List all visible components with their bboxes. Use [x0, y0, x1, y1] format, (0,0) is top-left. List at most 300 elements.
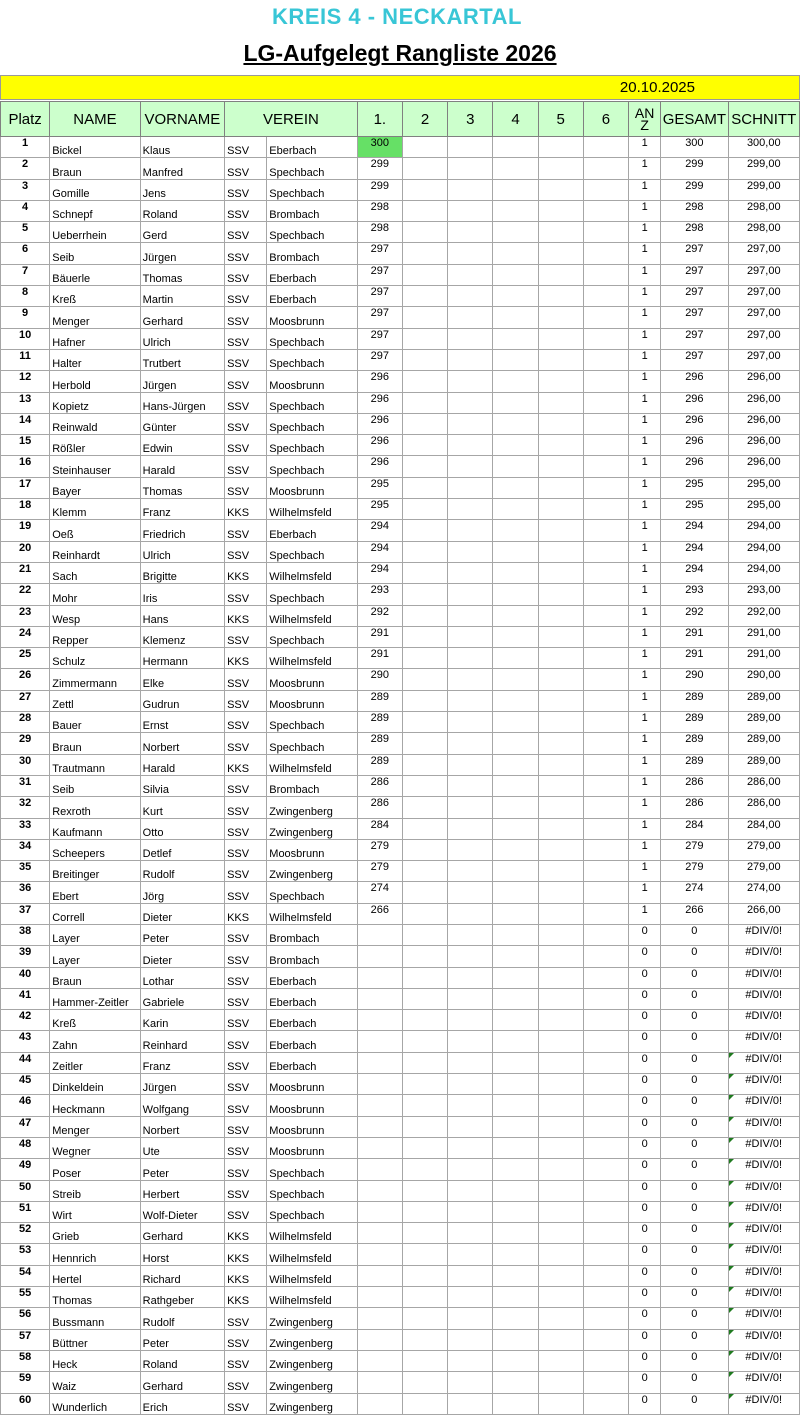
cell-serie-5[interactable]: [538, 541, 583, 562]
cell-schnitt[interactable]: #DIV/0!: [728, 1031, 799, 1052]
cell-vorname[interactable]: Günter: [140, 413, 224, 434]
cell-name[interactable]: Hennrich: [50, 1244, 140, 1265]
cell-serie-4[interactable]: [493, 1116, 538, 1137]
cell-anz[interactable]: 1: [629, 349, 661, 370]
cell-serie-4[interactable]: [493, 1350, 538, 1371]
cell-serie-3[interactable]: [448, 1265, 493, 1286]
cell-serie-6[interactable]: [583, 861, 628, 882]
cell-platz[interactable]: 25: [1, 648, 50, 669]
cell-serie-5[interactable]: [538, 1010, 583, 1031]
cell-ort[interactable]: Wilhelmsfeld: [267, 903, 357, 924]
cell-verein[interactable]: SSV: [225, 882, 267, 903]
cell-anz[interactable]: 1: [629, 477, 661, 498]
cell-gesamt[interactable]: 0: [661, 1116, 728, 1137]
cell-serie-5[interactable]: [538, 1201, 583, 1222]
cell-schnitt[interactable]: #DIV/0!: [728, 1201, 799, 1222]
cell-serie-1[interactable]: [357, 1116, 402, 1137]
cell-gesamt[interactable]: 266: [661, 903, 728, 924]
cell-schnitt[interactable]: 279,00: [728, 861, 799, 882]
cell-serie-2[interactable]: [402, 1010, 447, 1031]
cell-name[interactable]: Braun: [50, 158, 140, 179]
cell-serie-2[interactable]: [402, 541, 447, 562]
cell-serie-5[interactable]: [538, 371, 583, 392]
cell-serie-4[interactable]: [493, 1329, 538, 1350]
cell-verein[interactable]: SSV: [225, 435, 267, 456]
cell-serie-2[interactable]: [402, 1116, 447, 1137]
cell-name[interactable]: Sach: [50, 562, 140, 583]
cell-vorname[interactable]: Peter: [140, 1159, 224, 1180]
cell-anz[interactable]: 0: [629, 1095, 661, 1116]
cell-anz[interactable]: 1: [629, 797, 661, 818]
cell-serie-1[interactable]: 295: [357, 477, 402, 498]
cell-name[interactable]: Layer: [50, 924, 140, 945]
cell-serie-1[interactable]: 296: [357, 435, 402, 456]
cell-vorname[interactable]: Erich: [140, 1393, 224, 1414]
cell-serie-5[interactable]: [538, 605, 583, 626]
cell-platz[interactable]: 42: [1, 1010, 50, 1031]
cell-serie-1[interactable]: [357, 1372, 402, 1393]
cell-schnitt[interactable]: 293,00: [728, 584, 799, 605]
cell-anz[interactable]: 1: [629, 286, 661, 307]
cell-name[interactable]: Herbold: [50, 371, 140, 392]
cell-vorname[interactable]: Brigitte: [140, 562, 224, 583]
cell-gesamt[interactable]: 0: [661, 967, 728, 988]
cell-vorname[interactable]: Gerd: [140, 222, 224, 243]
cell-serie-3[interactable]: [448, 669, 493, 690]
cell-ort[interactable]: Spechbach: [267, 158, 357, 179]
cell-gesamt[interactable]: 298: [661, 222, 728, 243]
cell-serie-1[interactable]: 294: [357, 541, 402, 562]
cell-verein[interactable]: SSV: [225, 1074, 267, 1095]
cell-schnitt[interactable]: 295,00: [728, 477, 799, 498]
cell-platz[interactable]: 50: [1, 1180, 50, 1201]
cell-name[interactable]: Streib: [50, 1180, 140, 1201]
cell-serie-1[interactable]: [357, 1265, 402, 1286]
cell-ort[interactable]: Moosbrunn: [267, 477, 357, 498]
cell-anz[interactable]: 0: [629, 924, 661, 945]
cell-gesamt[interactable]: 294: [661, 562, 728, 583]
cell-serie-2[interactable]: [402, 1201, 447, 1222]
cell-serie-6[interactable]: [583, 328, 628, 349]
cell-serie-3[interactable]: [448, 1201, 493, 1222]
cell-serie-6[interactable]: [583, 158, 628, 179]
cell-verein[interactable]: SSV: [225, 1031, 267, 1052]
cell-vorname[interactable]: Rathgeber: [140, 1287, 224, 1308]
cell-serie-6[interactable]: [583, 264, 628, 285]
cell-platz[interactable]: 47: [1, 1116, 50, 1137]
cell-serie-2[interactable]: [402, 307, 447, 328]
cell-serie-6[interactable]: [583, 520, 628, 541]
cell-serie-2[interactable]: [402, 818, 447, 839]
cell-serie-1[interactable]: [357, 924, 402, 945]
cell-serie-6[interactable]: [583, 371, 628, 392]
cell-serie-5[interactable]: [538, 1159, 583, 1180]
cell-serie-4[interactable]: [493, 137, 538, 158]
cell-anz[interactable]: 1: [629, 584, 661, 605]
cell-platz[interactable]: 24: [1, 626, 50, 647]
cell-platz[interactable]: 59: [1, 1372, 50, 1393]
cell-serie-1[interactable]: [357, 1308, 402, 1329]
cell-serie-2[interactable]: [402, 222, 447, 243]
cell-serie-4[interactable]: [493, 328, 538, 349]
cell-serie-2[interactable]: [402, 903, 447, 924]
cell-verein[interactable]: SSV: [225, 712, 267, 733]
cell-schnitt[interactable]: 296,00: [728, 413, 799, 434]
cell-serie-3[interactable]: [448, 648, 493, 669]
cell-serie-5[interactable]: [538, 733, 583, 754]
cell-ort[interactable]: Spechbach: [267, 435, 357, 456]
cell-serie-2[interactable]: [402, 1372, 447, 1393]
cell-schnitt[interactable]: 297,00: [728, 286, 799, 307]
cell-serie-1[interactable]: [357, 1350, 402, 1371]
cell-gesamt[interactable]: 289: [661, 733, 728, 754]
cell-gesamt[interactable]: 0: [661, 1031, 728, 1052]
cell-serie-3[interactable]: [448, 392, 493, 413]
cell-serie-6[interactable]: [583, 1201, 628, 1222]
cell-verein[interactable]: KKS: [225, 562, 267, 583]
cell-serie-4[interactable]: [493, 861, 538, 882]
cell-gesamt[interactable]: 0: [661, 1180, 728, 1201]
cell-platz[interactable]: 23: [1, 605, 50, 626]
cell-serie-6[interactable]: [583, 1159, 628, 1180]
cell-vorname[interactable]: Karin: [140, 1010, 224, 1031]
cell-name[interactable]: Braun: [50, 967, 140, 988]
cell-serie-1[interactable]: 286: [357, 775, 402, 796]
cell-schnitt[interactable]: 294,00: [728, 520, 799, 541]
cell-anz[interactable]: 1: [629, 648, 661, 669]
cell-serie-5[interactable]: [538, 924, 583, 945]
cell-platz[interactable]: 32: [1, 797, 50, 818]
cell-serie-2[interactable]: [402, 1244, 447, 1265]
cell-gesamt[interactable]: 289: [661, 690, 728, 711]
cell-serie-4[interactable]: [493, 456, 538, 477]
cell-platz[interactable]: 49: [1, 1159, 50, 1180]
cell-serie-6[interactable]: [583, 839, 628, 860]
cell-gesamt[interactable]: 279: [661, 861, 728, 882]
cell-verein[interactable]: SSV: [225, 797, 267, 818]
cell-gesamt[interactable]: 0: [661, 1137, 728, 1158]
cell-verein[interactable]: SSV: [225, 1201, 267, 1222]
cell-serie-6[interactable]: [583, 222, 628, 243]
cell-platz[interactable]: 12: [1, 371, 50, 392]
cell-anz[interactable]: 1: [629, 605, 661, 626]
cell-serie-2[interactable]: [402, 733, 447, 754]
cell-serie-2[interactable]: [402, 1159, 447, 1180]
cell-vorname[interactable]: Friedrich: [140, 520, 224, 541]
cell-serie-4[interactable]: [493, 392, 538, 413]
cell-schnitt[interactable]: 266,00: [728, 903, 799, 924]
cell-schnitt[interactable]: 289,00: [728, 712, 799, 733]
cell-serie-4[interactable]: [493, 967, 538, 988]
cell-serie-3[interactable]: [448, 137, 493, 158]
cell-serie-5[interactable]: [538, 775, 583, 796]
cell-serie-6[interactable]: [583, 1265, 628, 1286]
cell-serie-1[interactable]: 289: [357, 690, 402, 711]
cell-name[interactable]: Klemm: [50, 499, 140, 520]
cell-serie-4[interactable]: [493, 1265, 538, 1286]
cell-verein[interactable]: SSV: [225, 946, 267, 967]
cell-ort[interactable]: Wilhelmsfeld: [267, 605, 357, 626]
cell-vorname[interactable]: Klemenz: [140, 626, 224, 647]
cell-name[interactable]: Gomille: [50, 179, 140, 200]
cell-serie-2[interactable]: [402, 1308, 447, 1329]
cell-platz[interactable]: 56: [1, 1308, 50, 1329]
cell-schnitt[interactable]: 294,00: [728, 562, 799, 583]
cell-name[interactable]: Menger: [50, 307, 140, 328]
cell-serie-4[interactable]: [493, 413, 538, 434]
cell-schnitt[interactable]: 294,00: [728, 541, 799, 562]
cell-gesamt[interactable]: 0: [661, 1393, 728, 1414]
cell-gesamt[interactable]: 297: [661, 286, 728, 307]
cell-serie-1[interactable]: 296: [357, 456, 402, 477]
cell-ort[interactable]: Zwingenberg: [267, 1329, 357, 1350]
cell-serie-6[interactable]: [583, 243, 628, 264]
cell-ort[interactable]: Wilhelmsfeld: [267, 562, 357, 583]
cell-schnitt[interactable]: #DIV/0!: [728, 1052, 799, 1073]
cell-anz[interactable]: 1: [629, 861, 661, 882]
cell-serie-2[interactable]: [402, 1223, 447, 1244]
cell-serie-4[interactable]: [493, 499, 538, 520]
cell-verein[interactable]: SSV: [225, 243, 267, 264]
cell-platz[interactable]: 21: [1, 562, 50, 583]
cell-gesamt[interactable]: 0: [661, 1372, 728, 1393]
cell-serie-2[interactable]: [402, 392, 447, 413]
cell-serie-4[interactable]: [493, 371, 538, 392]
cell-serie-1[interactable]: [357, 1095, 402, 1116]
cell-serie-2[interactable]: [402, 1287, 447, 1308]
cell-ort[interactable]: Spechbach: [267, 626, 357, 647]
cell-serie-1[interactable]: [357, 1180, 402, 1201]
cell-verein[interactable]: SSV: [225, 413, 267, 434]
cell-platz[interactable]: 28: [1, 712, 50, 733]
cell-serie-4[interactable]: [493, 1372, 538, 1393]
cell-platz[interactable]: 39: [1, 946, 50, 967]
cell-ort[interactable]: Spechbach: [267, 1180, 357, 1201]
cell-serie-4[interactable]: [493, 988, 538, 1009]
cell-gesamt[interactable]: 289: [661, 754, 728, 775]
header-verein[interactable]: VEREIN: [225, 102, 358, 137]
cell-name[interactable]: Repper: [50, 626, 140, 647]
cell-platz[interactable]: 7: [1, 264, 50, 285]
cell-verein[interactable]: SSV: [225, 1159, 267, 1180]
cell-vorname[interactable]: Jürgen: [140, 1074, 224, 1095]
cell-anz[interactable]: 1: [629, 712, 661, 733]
cell-serie-3[interactable]: [448, 1031, 493, 1052]
cell-verein[interactable]: SSV: [225, 1095, 267, 1116]
cell-serie-3[interactable]: [448, 626, 493, 647]
cell-vorname[interactable]: Lothar: [140, 967, 224, 988]
cell-serie-5[interactable]: [538, 882, 583, 903]
cell-verein[interactable]: SSV: [225, 584, 267, 605]
cell-serie-1[interactable]: 289: [357, 754, 402, 775]
cell-serie-6[interactable]: [583, 477, 628, 498]
cell-anz[interactable]: 0: [629, 967, 661, 988]
cell-gesamt[interactable]: 0: [661, 1052, 728, 1073]
cell-schnitt[interactable]: #DIV/0!: [728, 1287, 799, 1308]
cell-serie-2[interactable]: [402, 839, 447, 860]
cell-serie-5[interactable]: [538, 499, 583, 520]
cell-serie-4[interactable]: [493, 797, 538, 818]
cell-name[interactable]: Schulz: [50, 648, 140, 669]
cell-serie-1[interactable]: [357, 1393, 402, 1414]
cell-gesamt[interactable]: 297: [661, 349, 728, 370]
cell-serie-2[interactable]: [402, 1393, 447, 1414]
cell-schnitt[interactable]: 297,00: [728, 349, 799, 370]
cell-verein[interactable]: SSV: [225, 1052, 267, 1073]
cell-serie-3[interactable]: [448, 158, 493, 179]
cell-serie-6[interactable]: [583, 435, 628, 456]
cell-serie-2[interactable]: [402, 286, 447, 307]
cell-serie-5[interactable]: [538, 626, 583, 647]
cell-serie-4[interactable]: [493, 605, 538, 626]
cell-vorname[interactable]: Edwin: [140, 435, 224, 456]
cell-platz[interactable]: 44: [1, 1052, 50, 1073]
cell-serie-5[interactable]: [538, 946, 583, 967]
cell-serie-4[interactable]: [493, 307, 538, 328]
cell-serie-2[interactable]: [402, 626, 447, 647]
cell-serie-3[interactable]: [448, 222, 493, 243]
cell-ort[interactable]: Zwingenberg: [267, 1372, 357, 1393]
cell-name[interactable]: Reinhardt: [50, 541, 140, 562]
cell-serie-6[interactable]: [583, 456, 628, 477]
cell-ort[interactable]: Zwingenberg: [267, 797, 357, 818]
cell-serie-6[interactable]: [583, 1010, 628, 1031]
cell-serie-5[interactable]: [538, 435, 583, 456]
cell-serie-4[interactable]: [493, 712, 538, 733]
cell-serie-6[interactable]: [583, 1137, 628, 1158]
cell-verein[interactable]: KKS: [225, 499, 267, 520]
cell-name[interactable]: Wunderlich: [50, 1393, 140, 1414]
cell-verein[interactable]: SSV: [225, 1329, 267, 1350]
cell-verein[interactable]: KKS: [225, 605, 267, 626]
cell-name[interactable]: Bayer: [50, 477, 140, 498]
cell-ort[interactable]: Eberbach: [267, 1052, 357, 1073]
cell-anz[interactable]: 1: [629, 307, 661, 328]
cell-platz[interactable]: 55: [1, 1287, 50, 1308]
cell-gesamt[interactable]: 284: [661, 818, 728, 839]
cell-gesamt[interactable]: 289: [661, 712, 728, 733]
cell-platz[interactable]: 45: [1, 1074, 50, 1095]
cell-gesamt[interactable]: 291: [661, 626, 728, 647]
cell-serie-6[interactable]: [583, 626, 628, 647]
cell-serie-1[interactable]: 297: [357, 307, 402, 328]
cell-name[interactable]: Ebert: [50, 882, 140, 903]
cell-verein[interactable]: SSV: [225, 1137, 267, 1158]
cell-serie-2[interactable]: [402, 371, 447, 392]
cell-serie-6[interactable]: [583, 967, 628, 988]
cell-schnitt[interactable]: #DIV/0!: [728, 1393, 799, 1414]
cell-anz[interactable]: 1: [629, 392, 661, 413]
cell-serie-5[interactable]: [538, 1329, 583, 1350]
cell-ort[interactable]: Spechbach: [267, 392, 357, 413]
cell-serie-4[interactable]: [493, 754, 538, 775]
cell-schnitt[interactable]: 298,00: [728, 222, 799, 243]
cell-serie-3[interactable]: [448, 1329, 493, 1350]
cell-serie-4[interactable]: [493, 924, 538, 945]
cell-verein[interactable]: SSV: [225, 1372, 267, 1393]
cell-serie-5[interactable]: [538, 1393, 583, 1414]
cell-anz[interactable]: 0: [629, 1265, 661, 1286]
cell-serie-5[interactable]: [538, 1052, 583, 1073]
cell-ort[interactable]: Brombach: [267, 243, 357, 264]
cell-ort[interactable]: Brombach: [267, 200, 357, 221]
cell-serie-2[interactable]: [402, 712, 447, 733]
cell-anz[interactable]: 1: [629, 328, 661, 349]
cell-serie-6[interactable]: [583, 1393, 628, 1414]
cell-verein[interactable]: KKS: [225, 648, 267, 669]
cell-gesamt[interactable]: 292: [661, 605, 728, 626]
cell-ort[interactable]: Zwingenberg: [267, 1350, 357, 1371]
cell-ort[interactable]: Zwingenberg: [267, 818, 357, 839]
cell-verein[interactable]: SSV: [225, 818, 267, 839]
cell-serie-2[interactable]: [402, 1137, 447, 1158]
cell-serie-3[interactable]: [448, 328, 493, 349]
cell-serie-5[interactable]: [538, 584, 583, 605]
cell-platz[interactable]: 51: [1, 1201, 50, 1222]
cell-ort[interactable]: Eberbach: [267, 1031, 357, 1052]
cell-serie-5[interactable]: [538, 818, 583, 839]
cell-serie-4[interactable]: [493, 520, 538, 541]
header-serie-5[interactable]: 5: [538, 102, 583, 137]
cell-serie-4[interactable]: [493, 903, 538, 924]
cell-schnitt[interactable]: #DIV/0!: [728, 1010, 799, 1031]
cell-verein[interactable]: SSV: [225, 328, 267, 349]
cell-anz[interactable]: 1: [629, 499, 661, 520]
cell-gesamt[interactable]: 296: [661, 435, 728, 456]
cell-anz[interactable]: 1: [629, 179, 661, 200]
cell-serie-6[interactable]: [583, 392, 628, 413]
cell-schnitt[interactable]: #DIV/0!: [728, 1137, 799, 1158]
cell-vorname[interactable]: Hans-Jürgen: [140, 392, 224, 413]
cell-platz[interactable]: 57: [1, 1329, 50, 1350]
cell-serie-4[interactable]: [493, 158, 538, 179]
cell-serie-1[interactable]: 286: [357, 797, 402, 818]
cell-gesamt[interactable]: 0: [661, 1095, 728, 1116]
cell-serie-3[interactable]: [448, 712, 493, 733]
cell-anz[interactable]: 1: [629, 733, 661, 754]
cell-schnitt[interactable]: #DIV/0!: [728, 924, 799, 945]
cell-platz[interactable]: 2: [1, 158, 50, 179]
cell-ort[interactable]: Brombach: [267, 924, 357, 945]
cell-serie-6[interactable]: [583, 818, 628, 839]
cell-serie-3[interactable]: [448, 1308, 493, 1329]
cell-platz[interactable]: 36: [1, 882, 50, 903]
cell-serie-6[interactable]: [583, 1095, 628, 1116]
cell-serie-2[interactable]: [402, 967, 447, 988]
cell-serie-4[interactable]: [493, 200, 538, 221]
cell-vorname[interactable]: Martin: [140, 286, 224, 307]
cell-vorname[interactable]: Gerhard: [140, 307, 224, 328]
cell-schnitt[interactable]: #DIV/0!: [728, 1350, 799, 1371]
cell-vorname[interactable]: Jürgen: [140, 371, 224, 392]
cell-serie-5[interactable]: [538, 137, 583, 158]
cell-name[interactable]: Poser: [50, 1159, 140, 1180]
cell-name[interactable]: Grieb: [50, 1223, 140, 1244]
cell-vorname[interactable]: Jürgen: [140, 243, 224, 264]
cell-serie-3[interactable]: [448, 690, 493, 711]
cell-vorname[interactable]: Roland: [140, 1350, 224, 1371]
cell-serie-4[interactable]: [493, 733, 538, 754]
cell-anz[interactable]: 0: [629, 1393, 661, 1414]
cell-serie-3[interactable]: [448, 1180, 493, 1201]
cell-serie-3[interactable]: [448, 1074, 493, 1095]
cell-gesamt[interactable]: 279: [661, 839, 728, 860]
cell-serie-5[interactable]: [538, 1137, 583, 1158]
cell-verein[interactable]: SSV: [225, 222, 267, 243]
cell-serie-4[interactable]: [493, 477, 538, 498]
cell-serie-6[interactable]: [583, 754, 628, 775]
cell-serie-4[interactable]: [493, 1201, 538, 1222]
